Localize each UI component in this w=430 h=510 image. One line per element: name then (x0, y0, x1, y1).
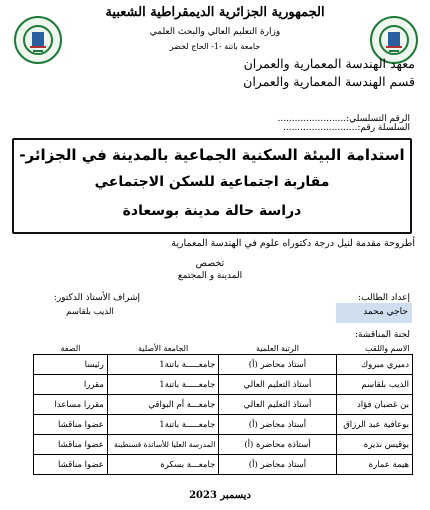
member-university: جامعـــة أم البواقي (107, 395, 218, 415)
header-rank: الرتبة العلمية (219, 343, 336, 355)
table-row (34, 415, 413, 435)
member-university: جامعـــــة باتنة1 (107, 355, 218, 375)
specialty-label: تخصص (195, 258, 225, 269)
thesis-title-line-1: استدامة البيئة السكنية الجماعية بالمدينة في الجزائر- (19, 146, 405, 164)
committee-table (33, 343, 413, 475)
specialty-value: المدينة و المجتمع (177, 271, 243, 281)
member-name: دميري مبروك (336, 355, 412, 375)
table-row (34, 455, 413, 475)
member-rank: أستاذ التعليم العالي (219, 395, 336, 415)
member-rank: أستاذة محاضرة (أ) (219, 435, 336, 455)
student-label: إعداد الطالب: (358, 293, 410, 303)
member-rank: أستاذ التعليم العالي (219, 375, 336, 395)
member-university: المدرسة العليا للأساتذة قسنطينة (107, 435, 218, 455)
member-name: بن غضبان فؤاد (336, 395, 412, 415)
committee-table-header (34, 343, 413, 355)
thesis-description: أطروحة مقدمة لنيل درجة دكتوراه علوم في الهندسة المعمارية (171, 238, 415, 249)
member-role: مقررا مساعدا (34, 395, 108, 415)
member-name: الذيب بلقاسم (336, 375, 412, 395)
member-role: عضوا مناقشا (34, 455, 108, 475)
university-line: جامعة باتنة -1- الحاج لخضر (169, 42, 261, 51)
member-name: بوقيس نذيرة (336, 435, 412, 455)
table-row (34, 355, 413, 375)
member-name: بوعافية عبد الرزاق (336, 415, 412, 435)
thesis-title-line-2: مقاربة اجتماعية للسكن الاجتماعي (94, 174, 330, 190)
member-university: جامعـــــة باتنة1 (107, 375, 218, 395)
member-role: مقررا (34, 375, 108, 395)
member-role: رئيسا (34, 355, 108, 375)
republic-title: الجمهورية الجزائرية الديمقراطية الشعبية (105, 5, 325, 20)
department-line: قسم الهندسة المعمارية والعمران (243, 74, 415, 89)
table-row (34, 395, 413, 415)
member-rank: أستاذ محاضر (أ) (219, 355, 336, 375)
table-row (34, 375, 413, 395)
table-row (34, 435, 413, 455)
ministry-line: وزارة التعليم العالي والبحث العلمي (149, 27, 281, 37)
supervisor-name: الذيب بلقاسم (66, 307, 114, 317)
committee-label: لجنة المناقشة: (354, 330, 410, 340)
member-rank: أستاذ محاضر (أ) (219, 455, 336, 475)
header-role: الصفة (34, 343, 108, 355)
thesis-title-line-3: دراسة حالة مدينة بوسعادة (122, 203, 302, 219)
member-role: عضوا مناقشا (34, 435, 108, 455)
supervisor-label: إشراف الأستاذ الدكتور: (53, 293, 140, 303)
member-university: جامعـــــة باتنة1 (107, 415, 218, 435)
sequence-number-field: الرقم التسلسلي:........................ (277, 114, 410, 124)
member-role: عضوا مناقشا (34, 415, 108, 435)
header-university: الجامعة الأصلية (107, 343, 218, 355)
member-name: هيمة عمارة (336, 455, 412, 475)
member-university: جامعـــة بسكرة (107, 455, 218, 475)
university-seal-left-icon (14, 16, 62, 64)
institute-line: معهد الهندسة المعمارية والعمران (243, 56, 415, 71)
student-name: حاجي محمد (363, 307, 408, 317)
member-rank: أستاذ محاضر (أ) (219, 415, 336, 435)
series-number-field: السلسلة رقم:.......................... (283, 123, 410, 133)
header-name: الاسم واللقب (336, 343, 412, 355)
defense-date: ديسمبر 2023 (189, 490, 251, 501)
